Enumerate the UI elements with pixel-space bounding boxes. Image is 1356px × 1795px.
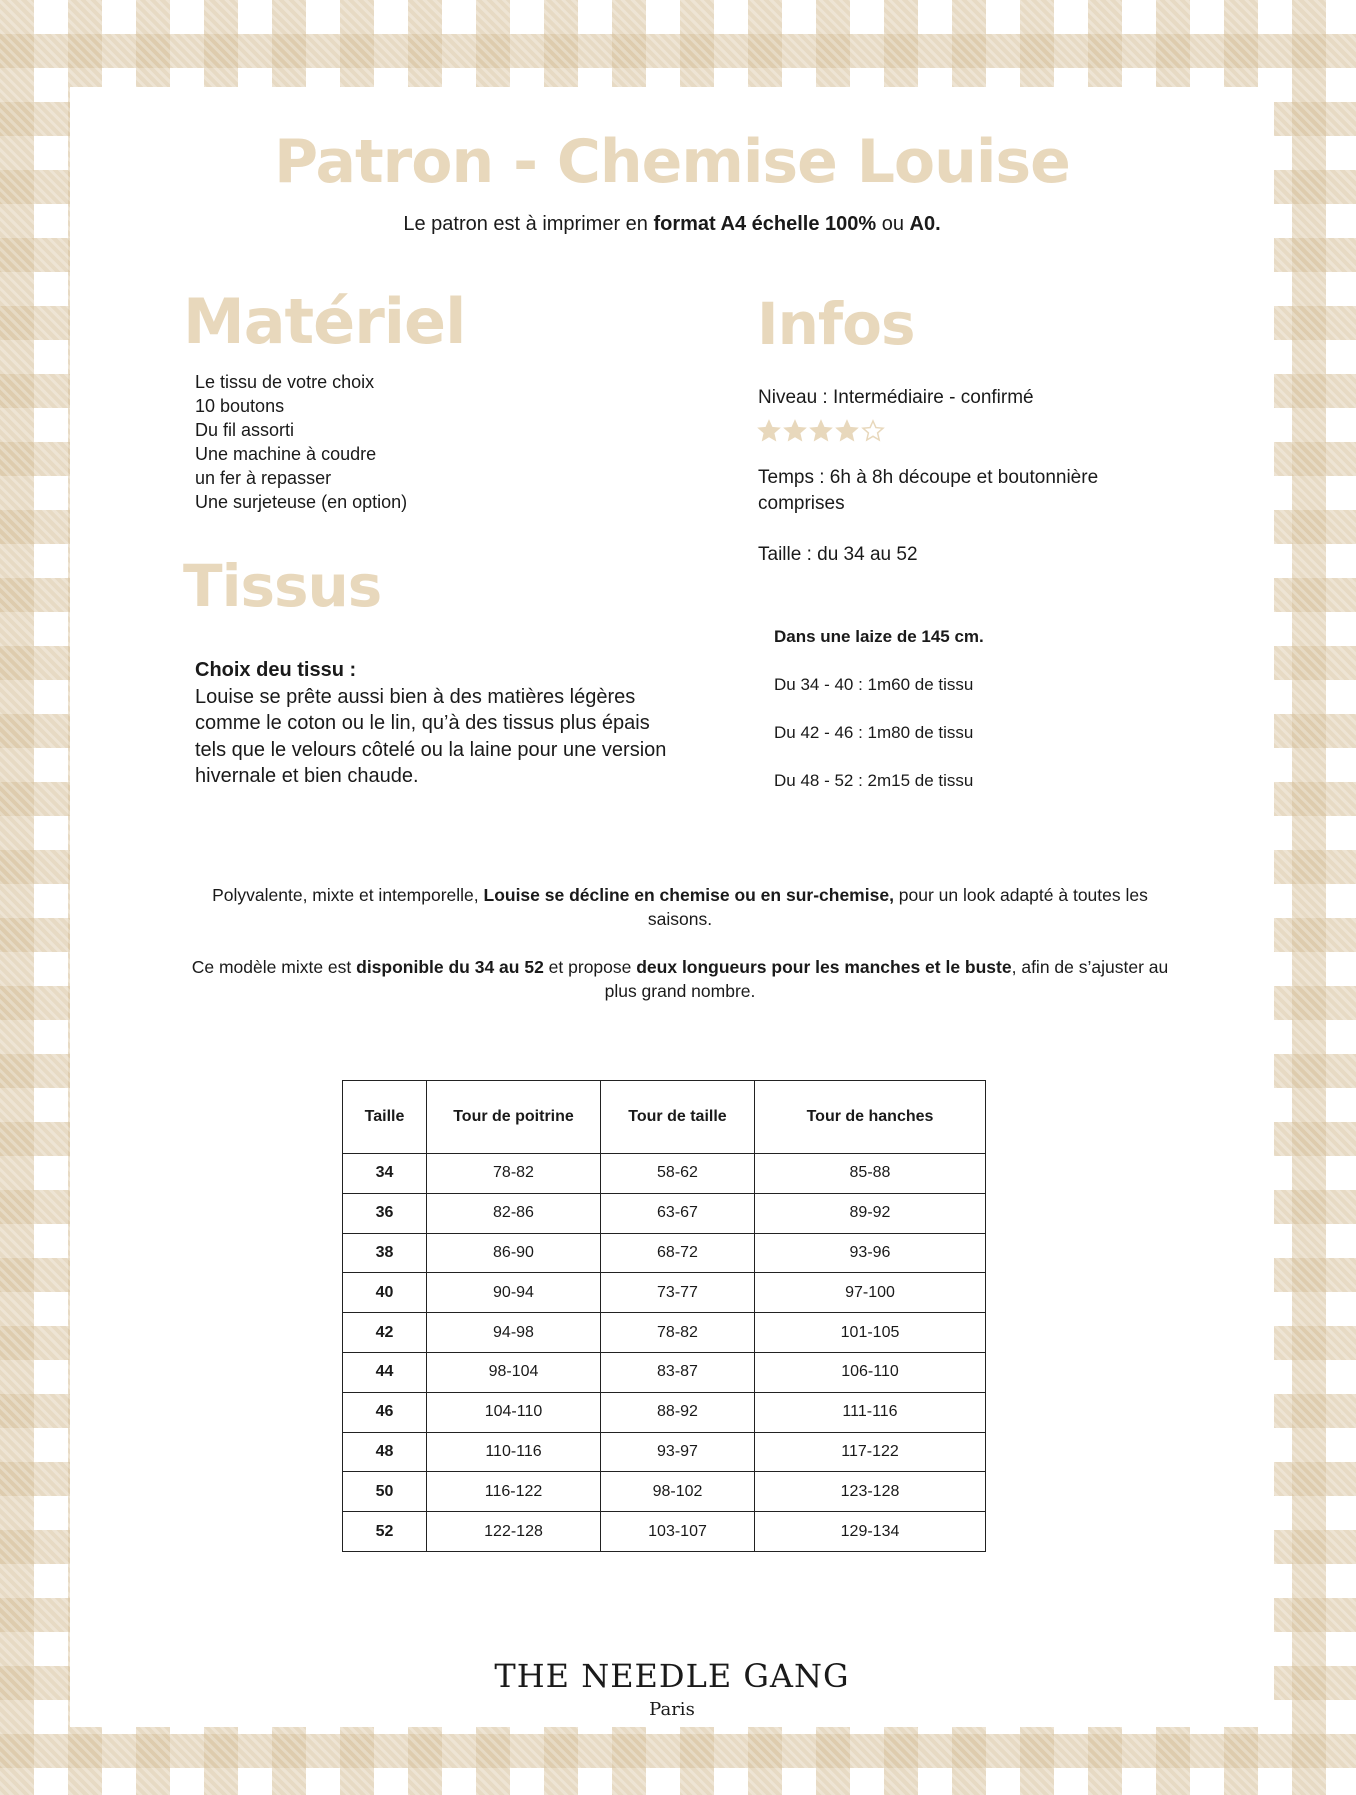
size-cell: 38 <box>343 1233 427 1273</box>
measure-cell: 86-90 <box>427 1233 601 1273</box>
measure-cell: 117-122 <box>755 1432 986 1472</box>
measure-cell: 129-134 <box>755 1512 986 1552</box>
tissus-heading: Tissus <box>183 552 382 620</box>
size-cell: 50 <box>343 1472 427 1512</box>
niveau-text: Niveau : Intermédiaire - confirmé <box>758 387 1034 408</box>
column-header: Tour de hanches <box>755 1081 986 1154</box>
taille-text: Taille : du 34 au 52 <box>758 544 918 565</box>
measure-cell: 68-72 <box>601 1233 755 1273</box>
measure-cell: 73-77 <box>601 1273 755 1313</box>
measure-cell: 88-92 <box>601 1392 755 1432</box>
table-row <box>343 1273 986 1313</box>
laize-line: Du 42 - 46 : 1m80 de tissu <box>774 723 974 742</box>
star-filled-icon <box>835 419 859 443</box>
temps-text: Temps : 6h à 8h découpe et boutonnière comprises <box>758 467 1099 514</box>
measure-cell: 97-100 <box>755 1273 986 1313</box>
measure-cell: 93-96 <box>755 1233 986 1273</box>
list-item: Du fil assorti <box>195 420 295 440</box>
measure-cell: 94-98 <box>427 1313 601 1353</box>
fabric-choice-title: Choix deu tissu : <box>195 659 357 681</box>
star-filled-icon <box>783 419 807 443</box>
table-row <box>343 1233 986 1273</box>
measure-cell: 98-104 <box>427 1352 601 1392</box>
fabric-choice <box>195 657 675 790</box>
laize-title: Dans une laize de 145 cm. <box>774 627 984 646</box>
table-row <box>343 1352 986 1392</box>
measure-cell: 83-87 <box>601 1352 755 1392</box>
measure-cell: 78-82 <box>427 1154 601 1194</box>
column-header: Tour de taille <box>601 1081 755 1154</box>
table-row <box>343 1154 986 1194</box>
table-row <box>343 1472 986 1512</box>
description-paragraph-2: Ce modèle mixte est disponible du 34 au 52 et propose deux longueurs pour les manches et le buste, afin de s’ajuster au plus grand nombre. <box>191 957 1169 1001</box>
measure-cell: 98-102 <box>601 1472 755 1512</box>
measure-cell: 93-97 <box>601 1432 755 1472</box>
pattern-sheet <box>70 87 1274 1727</box>
materiel-heading: Matériel <box>183 285 466 358</box>
list-item: 10 boutons <box>195 396 285 416</box>
measure-cell: 101-105 <box>755 1313 986 1353</box>
measure-cell: 110-116 <box>427 1432 601 1472</box>
size-cell: 34 <box>343 1154 427 1194</box>
measure-cell: 106-110 <box>755 1352 986 1392</box>
size-cell: 44 <box>343 1352 427 1392</box>
measure-cell: 78-82 <box>601 1313 755 1353</box>
laize-line: Du 34 - 40 : 1m60 de tissu <box>774 675 974 694</box>
table-row <box>343 1512 986 1552</box>
list-item: Le tissu de votre choix <box>195 372 375 392</box>
measure-cell: 116-122 <box>427 1472 601 1512</box>
page-title: Patron - Chemise Louise <box>274 127 1070 197</box>
brand-city: Paris <box>649 1699 695 1720</box>
materiel-list <box>195 370 407 514</box>
size-cell: 36 <box>343 1193 427 1233</box>
table-row <box>343 1392 986 1432</box>
list-item: Une surjeteuse (en option) <box>195 492 408 512</box>
laize-line: Du 48 - 52 : 2m15 de tissu <box>774 771 974 790</box>
star-filled-icon <box>757 419 781 443</box>
size-chart-table <box>342 1080 986 1552</box>
measure-cell: 103-107 <box>601 1512 755 1552</box>
fabric-choice-text: Louise se prête aussi bien à des matières légères comme le coton ou le lin, qu’à des tissus plus épais tels que le velours côtelé ou la laine pour une version hivernale et bien chaude. <box>195 685 667 787</box>
print-format-note: Le patron est à imprimer en format A4 échelle 100% ou A0. <box>403 213 941 235</box>
measure-cell: 123-128 <box>755 1472 986 1512</box>
column-header: Taille <box>343 1081 427 1154</box>
measure-cell: 89-92 <box>755 1193 986 1233</box>
infos-heading: Infos <box>757 290 915 358</box>
column-header: Tour de poitrine <box>427 1081 601 1154</box>
list-item: un fer à repasser <box>195 468 332 488</box>
measure-cell: 58-62 <box>601 1154 755 1194</box>
size-cell: 52 <box>343 1512 427 1552</box>
measure-cell: 90-94 <box>427 1273 601 1313</box>
table-row <box>343 1313 986 1353</box>
table-header-row <box>343 1081 986 1154</box>
list-item: Une machine à coudre <box>195 444 377 464</box>
table-row <box>343 1193 986 1233</box>
size-cell: 46 <box>343 1392 427 1432</box>
measure-cell: 111-116 <box>755 1392 986 1432</box>
measure-cell: 82-86 <box>427 1193 601 1233</box>
measure-cell: 122-128 <box>427 1512 601 1552</box>
size-cell: 40 <box>343 1273 427 1313</box>
measure-cell: 104-110 <box>427 1392 601 1432</box>
table-row <box>343 1432 986 1472</box>
measure-cell: 63-67 <box>601 1193 755 1233</box>
size-cell: 42 <box>343 1313 427 1353</box>
star-empty-icon <box>861 419 885 443</box>
description-paragraph-1: Polyvalente, mixte et intemporelle, Louise se décline en chemise ou en sur-chemise, pour un look adapté à toutes les saisons. <box>212 885 1148 929</box>
brand-logo: THE NEEDLE GANG <box>494 1657 850 1695</box>
measure-cell: 85-88 <box>755 1154 986 1194</box>
star-filled-icon <box>809 419 833 443</box>
size-cell: 48 <box>343 1432 427 1472</box>
difficulty-rating <box>757 419 885 443</box>
